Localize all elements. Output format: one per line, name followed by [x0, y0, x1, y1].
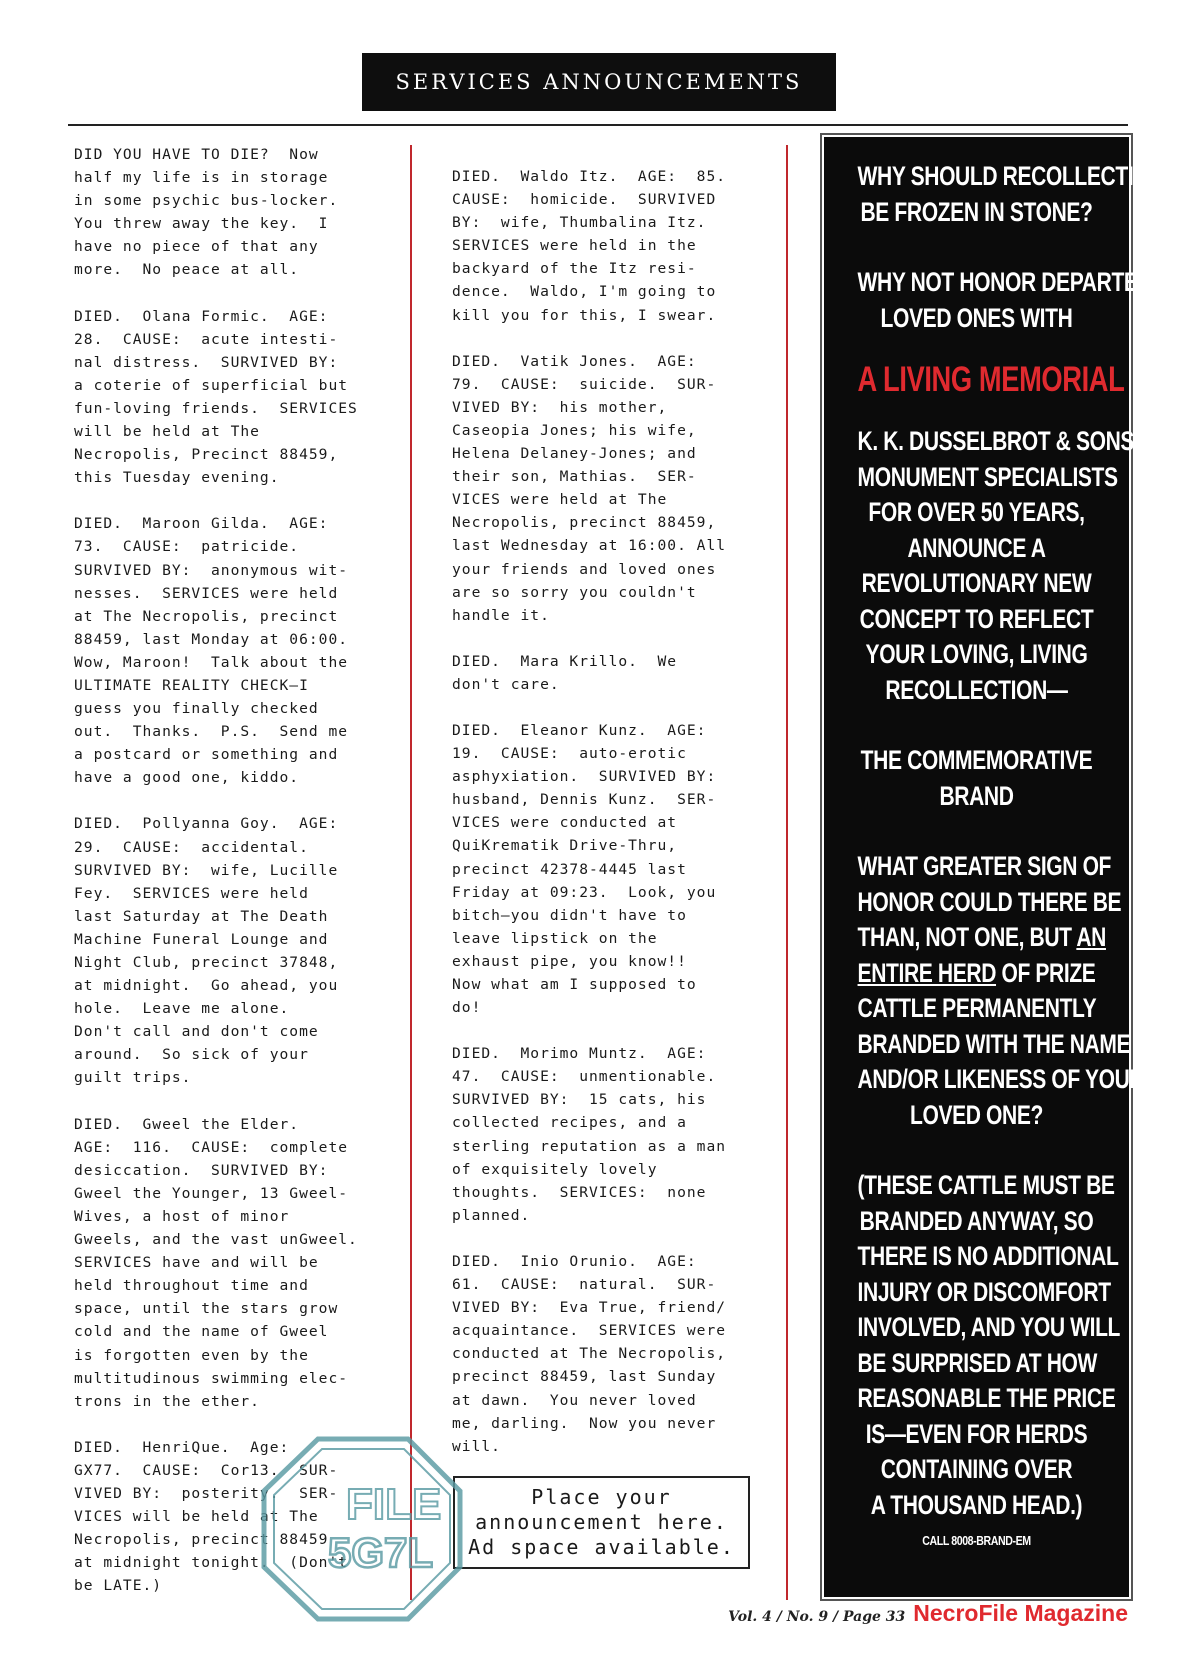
ad-brand: THE COMMEMORATIVE BRAND	[860, 745, 1093, 811]
living-memorial-advertisement	[824, 137, 1165, 1597]
ad-headline: A LIVING MEMORIAL	[857, 360, 1125, 399]
magazine-name: NecroFile Magazine	[913, 1600, 1128, 1626]
ad-question-2: WHY NOT HONOR DEPARTED LOVED ONES WITH	[857, 267, 1153, 333]
stamp-text-bottom: 5G7L	[328, 1529, 434, 1576]
announcement-entry: DIED. Vatik Jones. AGE: 79. CAUSE: suicide. SUR- VIVED BY: his mother, Caseopia Jones; his wife, Helena Delaney-Jones; and their son, Mathias. SER- VICES were held at The Necropolis, precinct 88459, last Wednesday at 16:00. All your friends and loved ones are so sorry you couldn't handle it.	[452, 352, 727, 624]
ad-question-3-herd: ENTIRE HERD	[857, 957, 997, 988]
file-stamp	[258, 1433, 466, 1625]
ad-body: K. K. DUSSELBROT & SONS, MONUMENT SPECIALISTS FOR OVER 50 YEARS, ANNOUNCE A REVOLUTIONARY NEW CONCEPT TO REFLECT YOUR LOVING, LIVING RECOLLECTION—	[857, 426, 1140, 705]
ad-question-3-an: AN	[1076, 922, 1106, 952]
announcement-entry: DIED. Inio Orunio. AGE: 61. CAUSE: natural. SUR- VIVED BY: Eva True, friend/ acquaintance. SERVICES were conducted at The Necropolis, precinct 88459, last Sunday at dawn. You never loved me, darling. Now you never will.	[452, 1252, 727, 1455]
announcement-entry: DIED. Eleanor Kunz. AGE: 19. CAUSE: auto-erotic asphyxiation. SURVIVED BY: husband, Dennis Kunz. SER- VICES were conducted at QuiKrematik Drive-Thru, precinct 42378-4445 last Friday at 09:23. Look, you bitch—you didn't have to leave lipstick on the exhaust pipe, you know!! Now what am I supposed to do!	[452, 721, 717, 1017]
stamp-text-top: FILE	[346, 1480, 442, 1529]
announcement-entry: DIED. Gweel the Elder. AGE: 116. CAUSE: complete desiccation. SURVIVED BY: Gweel the Younger, 13 Gweel- Wives, a host of minor Gweels, and the vast unGweel. SERVICES have and will be held throughout time and space, until the stars grow cold and the name of Gweel is forgotten even by the multitudinous swimming elec- trons in the ether.	[74, 1115, 358, 1410]
announcement-entry: DIED. Pollyanna Goy. AGE: 29. CAUSE: accidental. SURVIVED BY: wife, Lucille Fey. SERVICES were held last Saturday at The Death Machine Funeral Lounge and Night Club, precinct 37848, at midnight. Go ahead, you hole. Leave me alone. Don't call and don't come around. So sick of your guilt trips.	[74, 815, 339, 1087]
announcement-entry: DIED. Waldo Itz. AGE: 85. CAUSE: homicide. SURVIVED BY: wife, Thumbalina Itz. SERVICES were held in the backyard of the Itz resi- dence. Waldo, I'm going to kill you for this, I swear.	[452, 168, 727, 324]
announcement-entry: DIED. Morimo Muntz. AGE: 47. CAUSE: unmentionable. SURVIVED BY: 15 cats, his collected recipes, and a sterling reputation as a man of exquisitely lovely thoughts. SERVICES: none planned.	[452, 1045, 727, 1224]
ad-question-3-post: OF PRIZE CATTLE PERMANENTLY BRANDED WITH THE NAME AND/OR LIKENESS OF YOUR LOVED ONE?	[857, 957, 1145, 1130]
column-divider-right	[786, 145, 788, 1600]
header-divider	[68, 124, 1128, 126]
announcements-column-2	[452, 165, 772, 1481]
ad-space-box[interactable]	[453, 1476, 750, 1569]
ad-question-3	[857, 849, 1145, 1133]
ad-call-number: CALL 8008-BRAND-EM	[922, 1534, 1031, 1548]
announcement-entry: DIED. Olana Formic. AGE: 28. CAUSE: acute intesti- nal distress. SURVIVED BY: a coterie of superficial but fun-loving friends. SERVICES will be held at The Necropolis, Precinct 88459, this Tuesday evening.	[74, 307, 358, 487]
ad-question-1: WHY SHOULD RECOLLECTION BE FROZEN IN STONE?	[857, 161, 1165, 227]
page-footer	[728, 1600, 1128, 1627]
announcement-entry: DID YOU HAVE TO DIE? Now half my life is in storage in some psychic bus-locker. You threw away the key. I have no piece of that any more. No peace at all.	[74, 146, 339, 279]
announcement-entry: DIED. HenriQue. Age: GX77. CAUSE: Cor13. SUR- VIVED BY: posterity. SER- VICES will be held at The Necropolis, precinct 88459 at midnight tonight. (Don't be LATE.)	[74, 1438, 349, 1595]
announcement-entry: DIED. Maroon Gilda. AGE: 73. CAUSE: patricide. SURVIVED BY: anonymous wit- nesses. SERVICES were held at The Necropolis, precinct 88459, last Monday at 06:00. Wow, Maroon! Talk about the ULTIMATE REALITY CHECK—I guess you finally checked out. Thanks. P.S. Send me a postcard or something and have a good one, kiddo.	[74, 515, 349, 787]
ad-note: (THESE CATTLE MUST BE BRANDED ANYWAY, SO THERE IS NO ADDITIONAL INJURY OR DISCOMFORT INVOLVED, AND YOU WILL BE SURPRISED AT HOW REASONABLE THE PRICE IS—EVEN FOR HERDS CONTAINING OVER A THOUSAND HEAD.)	[857, 1170, 1121, 1520]
ad-space-text: Place your announcement here. Ad space available.	[468, 1485, 735, 1559]
column-divider-left	[410, 145, 412, 1600]
section-title: SERVICES ANNOUNCEMENTS	[395, 70, 803, 94]
section-title-banner	[362, 53, 836, 111]
ad-question-3-pre: WHAT GREATER SIGN OF HONOR COULD THERE BE THAN, NOT ONE, BUT	[857, 851, 1122, 952]
issue-info: Vol. 4 / No. 9 / Page 33	[728, 1609, 906, 1625]
announcements-column-1	[74, 143, 394, 1620]
announcement-entry: DIED. Mara Krillo. We don't care.	[452, 652, 678, 693]
